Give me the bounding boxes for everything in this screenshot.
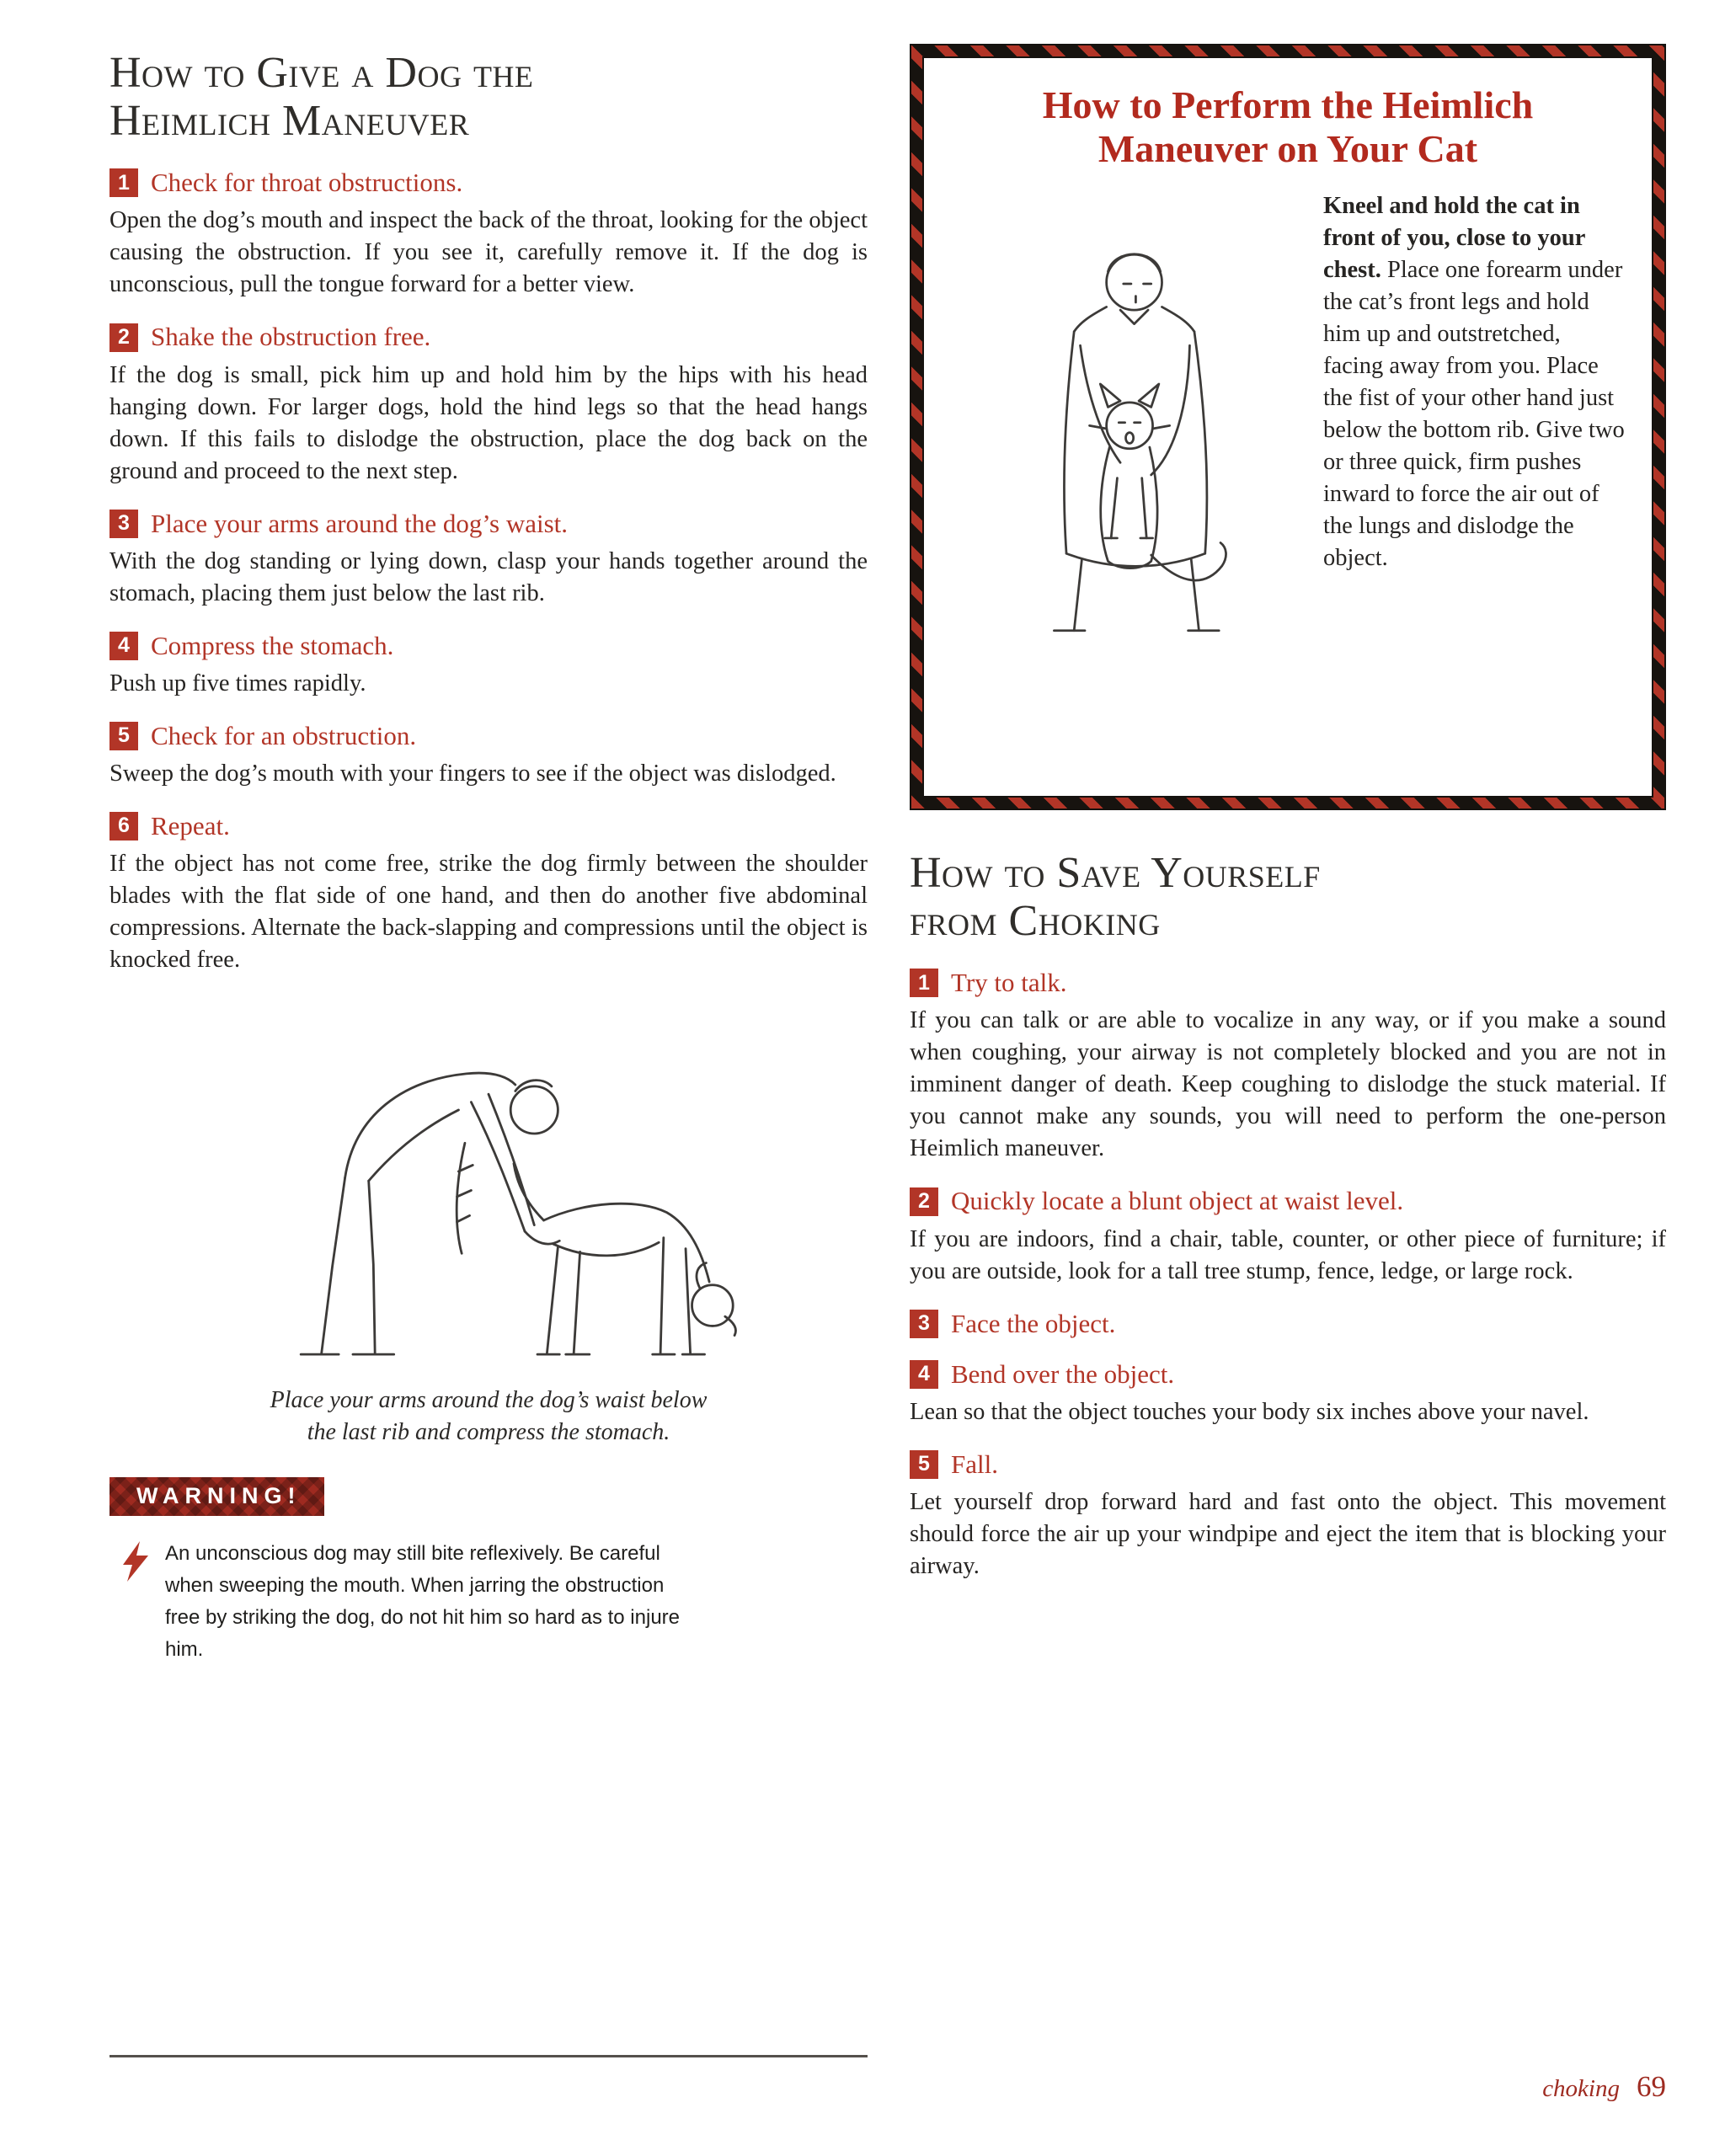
lightning-bolt-icon	[121, 1541, 150, 1582]
heading-line: from Choking	[910, 897, 1161, 946]
step-number-badge: 1	[109, 168, 138, 197]
step-number-badge: 1	[910, 969, 938, 997]
dog-heimlich-illustration	[211, 998, 766, 1369]
step-number-badge: 3	[910, 1310, 938, 1338]
page-footer	[910, 2070, 1666, 2104]
sidebar-body-text: Place one forearm under the cat’s front legs and hold him up and outstretched, facing away from you. Place the fist of your other hand just below the bottom rib. Give two or three quick, firm pushes inward to force the air out of the lungs and dislodge the object.	[1323, 256, 1625, 571]
step-number-badge: 6	[109, 812, 138, 841]
step-body: If you can talk or are able to vocalize in any way, or if you make a sound when coughing, your airway is not completely blocked and you are not in imminent danger of death. Keep coughing to dislodge the stuck material. If you cannot make any sounds, you will need to perform the one-person Heimlich maneuver.	[910, 1007, 1666, 1162]
cat-heimlich-sidebar	[910, 44, 1666, 810]
heading-line: Heimlich Maneuver	[109, 97, 470, 146]
step-title: Fall.	[951, 1449, 998, 1479]
step-title: Face the object.	[951, 1308, 1116, 1338]
left-column	[109, 49, 868, 1666]
step-title: Quickly locate a blunt object at waist level.	[951, 1186, 1404, 1216]
footer-page-number: 69	[1637, 2070, 1666, 2103]
caption-line: Place your arms around the dog’s waist below	[270, 1386, 708, 1413]
step-number-badge: 2	[910, 1187, 938, 1216]
sidebar-lead-text: Kneel and hold the cat in front of you, close to your chest.	[1323, 192, 1585, 283]
sidebar-title-line: Maneuver on Your Cat	[1097, 127, 1478, 171]
step-head	[109, 722, 868, 750]
step-item	[109, 168, 868, 301]
sidebar-inner	[922, 56, 1653, 798]
step-item	[109, 323, 868, 487]
step-item	[109, 510, 868, 610]
step-item	[109, 632, 868, 700]
step-item	[910, 969, 1666, 1165]
sidebar-text	[1323, 190, 1626, 574]
step-number-badge: 4	[109, 632, 138, 660]
step-head	[910, 1187, 1666, 1215]
cat-figure	[949, 185, 1311, 695]
warning-row	[109, 1538, 868, 1666]
right-column	[910, 44, 1666, 1604]
warning-label: WARNING!	[109, 1477, 324, 1516]
step-body: If the object has not come free, strike the dog firmly between the shoulder blades with the flat side of one hand, and then do another five abdominal compressions. Alternate the back-slapping and compressions until the object is knocked free.	[109, 850, 868, 973]
warning-text: An unconscious dog may still bite reflexively. Be careful when sweeping the mouth. When jarring the obstruction free by striking the dog, do not hit him so hard as to injure him.	[165, 1541, 681, 1661]
figure-caption	[202, 1385, 775, 1449]
step-body: Sweep the dog’s mouth with your fingers to see if the object was dislodged.	[109, 760, 836, 787]
step-head	[910, 1450, 1666, 1479]
step-item	[910, 1450, 1666, 1582]
step-title: Place your arms around the dog’s waist.	[151, 508, 569, 538]
step-body: Lean so that the object touches your body six inches above your navel.	[910, 1398, 1589, 1425]
dog-figure	[109, 998, 868, 1373]
step-head	[109, 812, 868, 841]
step-title: Bend over the object.	[951, 1358, 1175, 1389]
heading-line: How to Give a Dog the	[109, 49, 534, 97]
warning-section	[109, 1477, 868, 1666]
step-body: If you are indoors, find a chair, table, counter, or other piece of furniture; if you are outside, look for a tall tree stump, fence, ledge, or large rock.	[910, 1225, 1666, 1284]
step-head	[109, 632, 868, 660]
sidebar-title	[949, 83, 1626, 172]
sidebar-content	[949, 185, 1626, 695]
step-head	[109, 323, 868, 351]
step-body: With the dog standing or lying down, clasp your hands together around the stomach, placing them just below the last rib.	[109, 547, 868, 606]
step-number-badge: 5	[910, 1450, 938, 1479]
step-head	[910, 1360, 1666, 1389]
right-section-heading	[910, 849, 1666, 945]
step-title: Check for an obstruction.	[151, 720, 417, 750]
step-number-badge: 2	[109, 323, 138, 352]
sidebar-title-line: How to Perform the Heimlich	[1042, 83, 1534, 126]
step-item	[109, 812, 868, 976]
cat-heimlich-illustration	[949, 185, 1311, 691]
step-number-badge: 4	[910, 1360, 938, 1389]
step-title: Try to talk.	[951, 968, 1067, 998]
step-item	[910, 1187, 1666, 1287]
step-title: Check for throat obstructions.	[151, 168, 463, 198]
bottom-rule	[109, 2055, 868, 2057]
step-head	[910, 1310, 1666, 1338]
step-head	[109, 510, 868, 538]
step-number-badge: 3	[109, 510, 138, 538]
heading-line: How to Save Yourself	[910, 849, 1321, 897]
footer-section-label: choking	[1542, 2075, 1620, 2102]
step-number-badge: 5	[109, 722, 138, 750]
step-item	[910, 1360, 1666, 1428]
step-body: If the dog is small, pick him up and hold him by the hips with his head hanging down. For larger dogs, hold the hind legs so that the head hangs down. If this fails to dislodge the obstruction, place the dog back on the ground and proceed to the next step.	[109, 361, 868, 484]
left-section-heading	[109, 49, 868, 145]
step-title: Compress the stomach.	[151, 630, 394, 660]
step-item	[109, 722, 868, 790]
step-body: Let yourself drop forward hard and fast onto the object. This movement should force the air up your windpipe and eject the item that is blocking your airway.	[910, 1488, 1666, 1579]
step-item	[910, 1310, 1666, 1338]
step-body: Open the dog’s mouth and inspect the back of the throat, looking for the object causing the obstruction. If you see it, carefully remove it. If the dog is unconscious, pull the tongue forward for a better view.	[109, 207, 868, 298]
step-title: Repeat.	[151, 810, 230, 841]
step-head	[109, 168, 868, 197]
step-body: Push up five times rapidly.	[109, 670, 366, 696]
step-head	[910, 969, 1666, 997]
caption-line: the last rib and compress the stomach.	[307, 1418, 670, 1445]
step-title: Shake the obstruction free.	[151, 322, 431, 352]
